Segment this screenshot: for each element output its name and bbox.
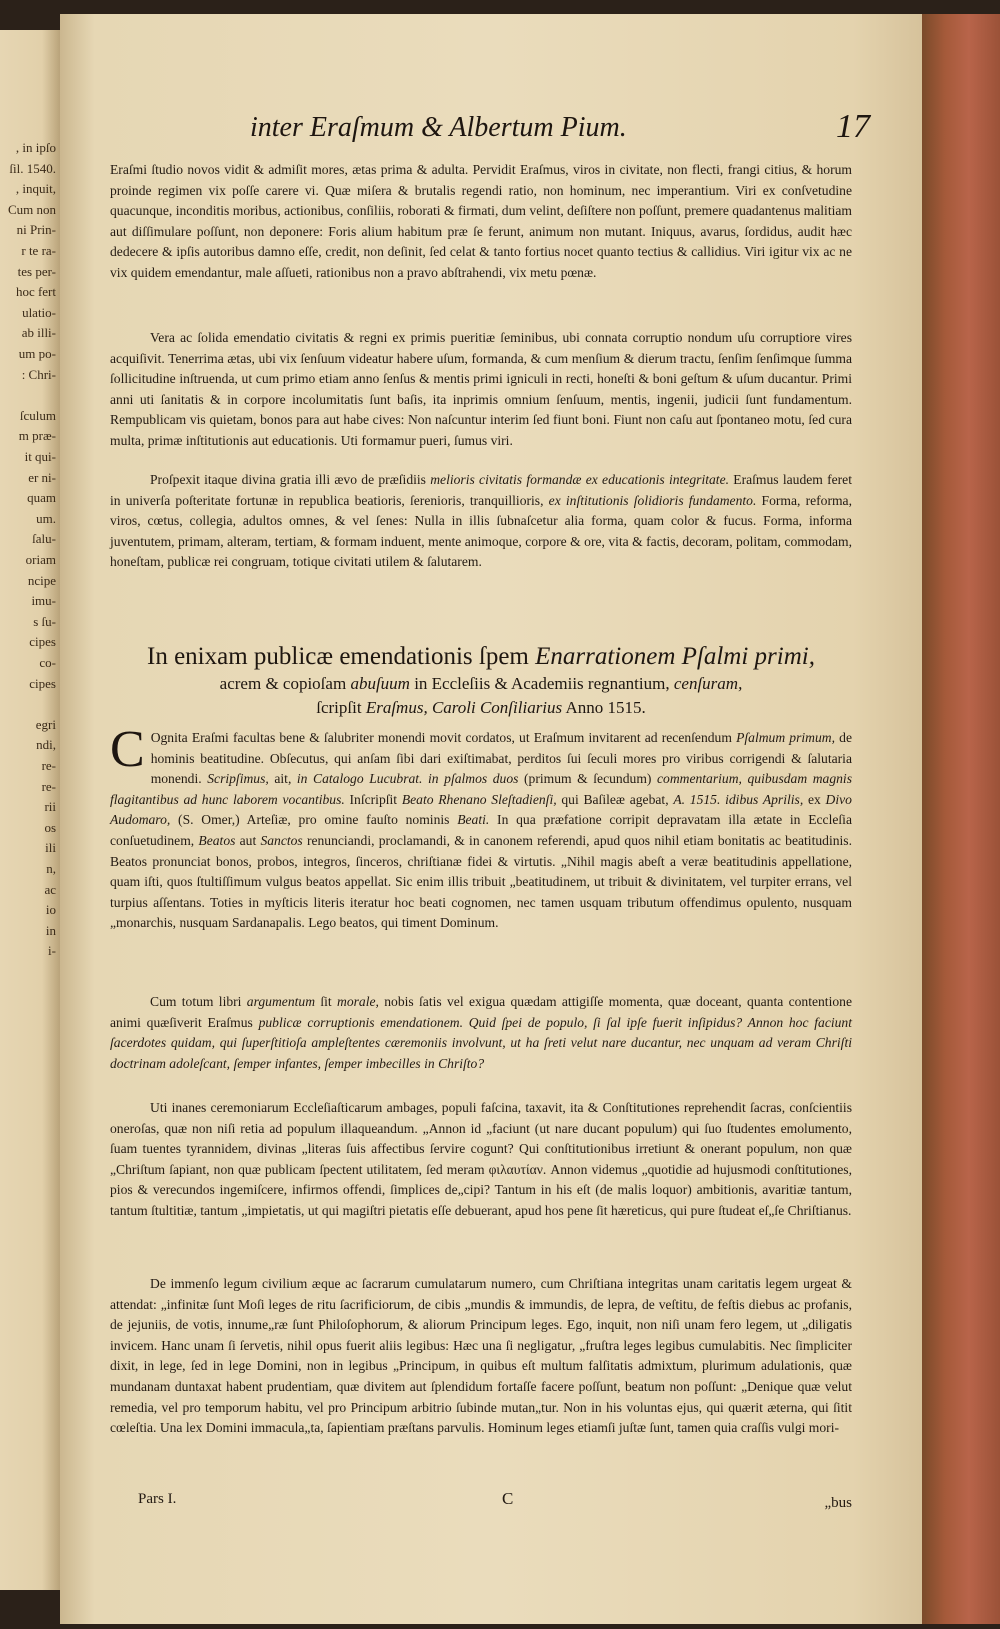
italic-phrase: melioris civitatis formandæ ex educationis integritate. [430,472,730,487]
facing-page-fragment: io [45,902,56,918]
facing-page-fragment: tes per- [17,263,56,279]
drop-cap: C [110,721,145,778]
page-footer [138,1491,852,1515]
facing-page-fragment: ſculum [19,407,56,423]
facing-page-fragment: cipes [29,675,56,691]
facing-page-fragment: in [45,922,56,938]
section-heading [110,642,852,720]
paragraph-3 [110,470,852,573]
facing-page-fragment: ncipe [27,572,56,588]
paragraph-4 [110,721,852,934]
facing-page-fragment: , inquit, [15,181,56,197]
facing-page-fragment: i- [48,943,56,959]
facing-page-fragment: re- [41,758,56,773]
facing-page-fragment: imu- [31,593,56,609]
facing-page-fragment: m præ- [18,428,56,444]
facing-page-fragment: egri [35,716,56,732]
paragraph-text: Proſpexit itaque divina gratia illi ævo de præſidiis melioris civitatis formandæ ex educationis integritate. Eraſmus laudem feret in univerſa poſteritate fortunæ in republica beatioris, ſerenioris, tranquillioris, ex inſtitutionis ſolidioris fundamento. Forma, reforma, viros, cœtus, collegia, adultos omnes, & vel ſenes: Nulla in illis ſubnaſcetur alia forma, quam color & fucus. Forma, informa juventutem, primam, alteram, tertiam, & formam induent, mente animoque, corpore & ore, vita & factis, decoram, politam, commodam, honeſtam, publicæ rei congruam, totique civitati utilem & ſalutarem. [110,472,852,570]
italic-phrase: ex inſtitutionis ſolidioris fundamento. [548,492,757,508]
page-header [250,108,870,152]
paragraph-5 [110,992,852,1074]
heading-line-2: acrem & copioſam abuſuum in Eccleſiis & Academiis regnantium, cenſuram, [219,674,743,693]
facing-page-fragment: r te ra- [21,243,56,258]
book-fore-edge [922,14,1000,1624]
facing-page-fragment: hoc fert [15,284,56,300]
facing-page-fragment: ab illi- [21,325,56,341]
paragraph-6 [110,1098,852,1222]
facing-page-fragment: s ſu- [33,613,56,629]
paragraph-2 [110,328,852,452]
paragraph-text: Vera ac ſolida emendatio civitatis & regni ex primis pueritiæ ſeminibus, ubi connata corruptio nondum uſu corruptiore vires acquiſivit. Tenerrima ætas, ubi vix ſenſuum videatur habere uſum, formanda, & cum menſium & dierum tractu, ſenſim ſenſimque ſumma ſollicitudine inſtruenda, ut cum primo etiam anno ſenſus & mentis primi igniculi in recti, honeſti & boni geſtum & uſum ducantur. Primi anni uti ſanitatis & in corpore incolumitatis ſunt baſis, ita inprimis omnium ſenſuum, mentis, ingenii, judicii ſunt fundamentum. Rempublicam vis quietam, bonos para aut habe cives: Non naſcuntur interim ſed fiunt boni. Fiunt non caſu aut ſpontaneo motu, ſed cura multa, primæ inſtitutionis aut educationis. Uti formamur pueri, ſumus viri. [110,330,852,448]
facing-page-fragment: it qui- [24,449,56,464]
facing-page-fragment: quam [27,490,56,506]
paragraph-text: C Ognita Eraſmi facultas bene & ſalubriter monendi movit cordatos, ut Eraſmum invitarent ad recenſendum Pſalmum primum, de hominis beatitudine. Obſecutus, qui anſam ſibi dari exiſtimabat, perditos ſui ſeculi mores pro viribus corrigendi & ſalutaria monendi. Scripſimus, ait, in Catalogo Lucubrat. in pſalmos duos (primum & ſecundum) commentarium, quibusdam magnis flagitantibus ad hunc laborem vocantibus. Inſcripſit Beato Rhenano Sleſtadienſi, qui Baſileæ agebat, A. 1515. idibus Aprilis, ex Divo Audomaro, (S. Omer,) Arteſiæ, pro omine fauſto nominis Beati. In qua præfatione corripit depravatam illa ætate in Eccleſia conſuetudinem, Beatos aut Sanctos renunciandi, proclamandi, & in canonem referendi, apud quos nihil etiam bonitatis ac beatitudinis. Beatos pronunciat bonos, probos, integros, ſinceros, chriſtianæ fidei & virtutis. „Nihil magis abeſt a veræ beatitudinis appellatione, quam iſti, quos ſtultiſſimum vulgus beatos appellat. Sic enim illis tribuit „beatitudinem, ut tribuit & divinitatem, vel turpiter errans, vel turpius aſſentans. Toties in myſticis literis iteratur hoc beati cognomen, nec tamen usquam tributum offendimus opulento, nusquam „monarchis, nusquam Sardanapalis. Lego beatos, qui timent Dominum. [110,721,852,931]
heading-line-1: In enixam publicæ emendationis ſpem Enarrationem Pſalmi primi, [147,643,815,670]
facing-page-fragment: ili [45,840,56,856]
facing-page-fragment: os [44,819,56,835]
paragraph-7 [110,1274,852,1439]
facing-page-fragment: ndi, [36,737,56,753]
running-title: inter Eraſmum & Albertum Pium. [250,112,627,143]
facing-page-fragment: ac [44,881,56,897]
heading-line-3: ſcripſit Eraſmus, Caroli Conſiliarius Anno 1515. [316,698,646,717]
facing-page-fragment: co- [39,655,56,670]
paragraph-1 [110,160,852,284]
facing-page-fragment: um po- [18,346,56,361]
catchword: „bus [824,1495,852,1511]
facing-page-fragment: Cum non [7,201,56,217]
facing-page-fragment: : Chri- [21,366,56,382]
facing-page-fragment: cipes [29,634,56,650]
facing-page-fragment: ulatio- [22,304,56,320]
paragraph-text: De immenſo legum civilium æque ac ſacrarum cumulatarum numero, cum Chriſtiana integritas unam caritatis legem urgeat & attendat: „infinitæ ſunt Moſi leges de ritu ſacrificiorum, de cibis „mundis & immundis, de lepra, de veſtitu, de feſtis diebus ac profanis, de jejuniis, de votis, innume„ræ ſunt Philoſophorum, & aliorum Principum leges. Ego, inquit, non niſi unam fero legem, ut „diligatis invicem. Hanc unam ſi ſervetis, nihil opus fuerit aliis legibus: Hæc una ſi negligatur, „fruſtra leges legibus cumulabitis. Nec ſimpliciter dixit, in lege, ſed in lege Domini, non in legibus „Principum, in quibus eſt multum falſitatis admixtum, plurimum adulationis, quæ mundanam duntaxat habent prudentiam, quæ divitem aut ſplendidum fortaſſe facere poſſunt, beatum non poſſunt: „Denique quæ velut remedia, vel pro temporum habitu, vel pro Principum arbitrio ſubinde mutan„tur. Non in his voluntas ejus, qui quærit æterna, qui ſitit cœleſtia. Una lex Domini immacula„ta, ſapientiam præſtans parvulis. Hominum leges etiamſi juſtæ ſunt, tamen quia craſſis vulgi mori- [110,1276,852,1436]
facing-page-fragment: oriam [25,552,56,567]
facing-page-fragment: rii [44,799,56,815]
paragraph-text: Cum totum libri argumentum ſit morale, nobis ſatis vel exigua quædam attigiſſe momenta, quæ doceant, quanta contentione animi quæſiverit Eraſmus publicæ corruptionis emendationem. Quid ſpei de populo, ſi ſal ipſe fuerit inſipidus? Annon hoc faciunt ſacerdotes quidam, qui ſuperſtitioſa ampleſtentes cæremoniis involvunt, ut ha ſreti velut nare ducantur, nec unquam ad veram Chriſti doctrinam adoleſcant, ſemper infantes, ſemper imbecilles in Chriſto? [110,994,852,1071]
facing-page-fragment: n, [46,861,56,876]
paragraph-text: Eraſmi ſtudio novos vidit & admiſit mores, ætas prima & adulta. Pervidit Eraſmus, viros in civitate, non flecti, frangi citius, & horum proinde regimen vix poſſe carere vi. Quæ miſera & brutalis regendi ratio, non hominum, nec imperantium. Viri ex conſvetudine quacunque, inconditis moribus, actionibus, conſiliis, roborati & firmati, dum velint, deſiſtere non poſſunt, premere quadantenus malitiam aut diſſimulare poſſunt, non deponere: Foris alium habitum præ ſe ferunt, animum non mutant. Iniquus, avarus, ſordidus, audit hæc dedecere & ipſis autoribus damno eſſe, credit, non deſinit, ſed celat & tanto fortius nocet quanto tectius & callidius. Viri igitur vix ac ne vix quidem emendantur, male aſſueti, rationibus non a pravo abſtrahendi, vix metu pœnæ. [110,162,852,280]
page-number: 17 [836,108,870,145]
facing-page-edge [0,30,60,1590]
facing-page-fragment: er ni- [28,469,56,485]
gathering-signature: C [502,1489,514,1508]
facing-page-fragment: ſil. 1540. [9,160,56,176]
facing-page-fragment: re- [41,778,56,794]
paragraph-text: Uti inanes ceremoniarum Eccleſiaſticarum ambages, populi faſcina, taxavit, ita & Conſtitutiones reprehendit ſacras, conſcientiis oneroſas, quæ non niſi retia ad populum illaqueandum. „Annon id „faciunt (ut nare ducant populum) qui ſuo ſtudentes emolumento, ſuam tuentes tyrannidem, divinas „literas ſuis affectibus ſervire cogunt? Qui conſtitutionibus irretiunt & onerant populum, non quæ „Chriſtum ſapiant, non quæ publicam ſpectent utilitatem, ſed meram φιλαυτίαν. Annon videmus „quotidie ad hujusmodi conſtitutiones, pios & verecundos ingemiſcere, infirmos offendi, ſimplices de„cipi? Tantum in his eſt (de malis loquor) ambitionis, avaritiæ tantum, tantum ſtultitiæ, tantum „impietatis, ut qui magiſtri pietatis eſſe debuerant, apud hos pene ſit hæreticus, qui pure ſtudeat eſ„ſe Chriſtianus. [110,1100,852,1218]
facing-page-fragment: ni Prin- [16,222,56,238]
facing-page-fragment: um. [36,510,56,526]
facing-page-fragment: ſalu- [32,531,56,547]
book-page [60,14,922,1624]
facing-page-fragment: , in ipſo [15,140,56,155]
part-signature: Pars I. [138,1491,177,1507]
